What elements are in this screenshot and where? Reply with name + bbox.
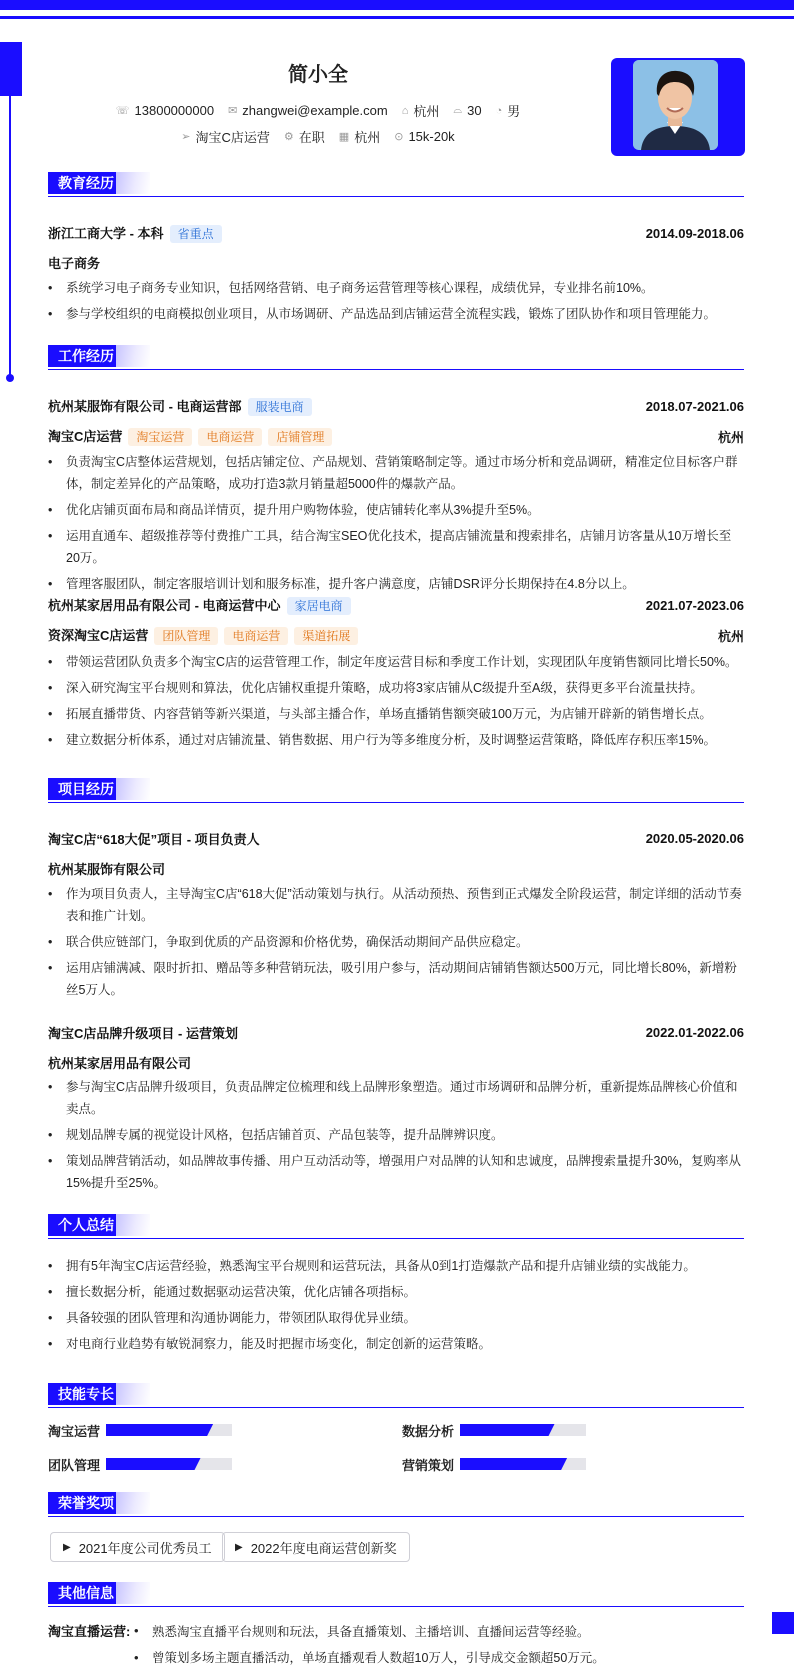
- skills-section-header: [48, 1383, 744, 1408]
- skill-bar-fill: [106, 1458, 201, 1470]
- top-accent-bar: [0, 0, 794, 10]
- list-item: • 具备较强的团队管理和沟通协调能力，带领团队取得优异业绩。: [48, 1307, 744, 1329]
- project-row: [48, 829, 744, 848]
- project-title: 淘宝C店“618大促”项目 - 项目负责人: [48, 832, 260, 847]
- project-title: 淘宝C店品牌升级项目 - 运营策划: [48, 1026, 238, 1041]
- role: 淘宝C店运营: [48, 429, 123, 444]
- list-item: • 运用直通车、超级推荐等付费推广工具，结合淘宝SEO优化技术，提高店铺流量和搜索排名，店铺月访客量从10万增长至20万。: [48, 525, 744, 569]
- skill-tag: 团队管理: [154, 627, 218, 645]
- contact-row: [0, 101, 636, 120]
- role: 资深淘宝C店运营: [48, 628, 149, 643]
- candidate-name: 简小全: [288, 64, 348, 86]
- other-item-row: • 曾策划多场主题直播活动，单场直播观看人数超10万人，引导成交金额超50万元。: [134, 1649, 605, 1665]
- work-period: 2021.07-2023.06: [645, 597, 744, 613]
- age: 30: [467, 103, 482, 118]
- project-period: 2022.01-2022.06: [645, 1025, 744, 1040]
- photo-frame: [611, 58, 745, 156]
- section-title: 工作经历: [48, 345, 124, 367]
- role-row: [48, 426, 744, 446]
- work-bullets: [48, 651, 744, 751]
- education-row: [48, 223, 744, 243]
- list-item: • 深入研究淘宝平台规则和算法，优化店铺权重提升策略，成功将3家店铺从C级提升至A级，获得更多平台流量扶持。: [48, 677, 744, 699]
- project-row: [48, 1023, 744, 1042]
- skill-bar: [460, 1458, 586, 1470]
- coin-icon: ⊙: [394, 131, 404, 143]
- list-item: • 运用店铺满减、限时折扣、赠品等多种营销玩法，吸引用户参与，活动期间店铺销售额达500万元，同比增长80%，新增粉丝5万人。: [48, 957, 744, 1001]
- work-section-header: [48, 345, 744, 370]
- section-title: 项目经历: [48, 778, 124, 800]
- other-section-header: [48, 1582, 744, 1607]
- mail-icon: ✉: [228, 105, 238, 117]
- salary: 15k-20k: [408, 129, 455, 144]
- cake-icon: ⌓: [453, 104, 463, 116]
- project-company-row: [48, 1053, 744, 1072]
- target-city: 杭州: [354, 130, 381, 145]
- list-item: • 参与淘宝C店品牌升级项目，负责品牌定位梳理和线上品牌形象塑造。通过市场调研和品牌分析，重新提炼品牌核心价值和卖点。: [48, 1076, 744, 1120]
- gender-icon: ◔: [495, 104, 503, 117]
- school-name: 浙江工商大学 - 本科: [48, 226, 164, 241]
- section-title-tail: [116, 345, 150, 367]
- phone: 13800000000: [134, 103, 215, 118]
- other-item-row: 淘宝直播运营: • 熟悉淘宝直播平台规则和玩法，具备直播策划、主播培训、直播间运营等经验。: [48, 1623, 590, 1639]
- section-title: 教育经历: [48, 172, 124, 194]
- section-title: 技能专长: [48, 1383, 124, 1405]
- list-item: • 拥有5年淘宝C店运营经验，熟悉淘宝平台规则和运营玩法，具备从0到1打造爆款产品和提升店铺业绩的实战能力。: [48, 1255, 744, 1277]
- project-bullets: [48, 883, 744, 1001]
- other-text: 熟悉淘宝直播平台规则和玩法，具备直播策划、主播培训、直播间运营等经验。: [152, 1624, 590, 1639]
- education-period: 2014.09-2018.06: [645, 225, 744, 241]
- list-item: • 对电商行业趋势有敏锐洞察力，能及时把握市场变化，制定创新的运营策略。: [48, 1333, 744, 1355]
- section-title-tail: [116, 1582, 150, 1604]
- section-title: 其他信息: [48, 1582, 124, 1604]
- skill-bar-fill: [460, 1458, 567, 1470]
- job-status: 在职: [298, 130, 325, 145]
- role-row: [48, 625, 744, 645]
- section-title-tail: [116, 1214, 150, 1236]
- skill-bar: [106, 1424, 232, 1436]
- job-intent-row: [0, 127, 636, 146]
- award-name: 2022年度电商运营创新奖: [250, 1540, 397, 1556]
- work-city: 杭州: [717, 628, 744, 644]
- list-item: • 参与学校组织的电商模拟创业项目，从市场调研、产品选品到店铺运营全流程实践，锻炼了团队协作和项目管理能力。: [48, 303, 744, 325]
- home-icon: ⌂: [401, 104, 409, 117]
- industry-tag: 服装电商: [248, 398, 312, 416]
- skill-item: [402, 1421, 454, 1440]
- skill-tag: 电商运营: [224, 627, 288, 645]
- list-item: • 管理客服团队，制定客服培训计划和服务标准，提升客户满意度，店铺DSR评分长期保持在4.8分以上。: [48, 573, 744, 595]
- section-title-tail: [116, 1492, 150, 1514]
- honors-section-header: [48, 1492, 744, 1517]
- triangle-right-icon: ▶: [63, 1541, 71, 1553]
- email: zhangwei@example.com: [242, 103, 388, 118]
- award-name: 2021年度公司优秀员工: [78, 1540, 212, 1556]
- project-company: 杭州某家居用品有限公司: [48, 1056, 192, 1071]
- projects-section-header: [48, 778, 744, 803]
- work-city: 杭州: [717, 429, 744, 445]
- work-row: [48, 396, 744, 416]
- school-tag: 省重点: [170, 225, 222, 243]
- list-item: • 策划品牌营销活动，如品牌故事传播、用户互动活动等，增强用户对品牌的认知和忠诚度，品牌搜索量提升30%，复购率从15%提升至25%。: [48, 1150, 744, 1194]
- top-accent-line: [0, 16, 794, 19]
- building-icon: ▦: [338, 131, 350, 143]
- skill-tag: 店铺管理: [268, 428, 332, 446]
- section-title-tail: [116, 172, 150, 194]
- summary-bullets: [48, 1255, 744, 1355]
- list-item: • 优化店铺页面布局和商品详情页，提升用户购物体验，使店铺转化率从3%提升至5%。: [48, 499, 744, 521]
- list-item: • 建立数据分析体系，通过对店铺流量、销售数据、用户行为等多维度分析，及时调整运营策略，降低库存积压率15%。: [48, 729, 744, 751]
- list-item: • 系统学习电子商务专业知识，包括网络营销、电子商务运营管理等核心课程，成绩优异，专业排名前10%。: [48, 277, 744, 299]
- gear-icon: ⚙: [283, 131, 294, 143]
- major: 电子商务: [48, 256, 101, 271]
- list-item: • 擅长数据分析，能通过数据驱动运营决策，优化店铺各项指标。: [48, 1281, 744, 1303]
- skill-name: 营销策划: [402, 1458, 455, 1473]
- list-item: • 带领运营团队负责多个淘宝C店的运营管理工作，制定年度运营目标和季度工作计划，实现团队年度销售额同比增长50%。: [48, 651, 744, 673]
- list-item: • 联合供应链部门，争取到优质的产品资源和价格优势，确保活动期间产品供应稳定。: [48, 931, 744, 953]
- skill-item: [48, 1421, 100, 1440]
- corner-accent-block: [772, 1612, 794, 1634]
- skill-item: [48, 1455, 100, 1474]
- other-text: 曾策划多场主题直播活动，单场直播观看人数超10万人，引导成交金额超50万元。: [152, 1651, 605, 1665]
- skill-tag: 淘宝运营: [128, 428, 192, 446]
- section-title: 个人总结: [48, 1214, 124, 1236]
- triangle-right-icon: ▶: [235, 1541, 243, 1553]
- work-row: [48, 595, 744, 615]
- award-item: [222, 1532, 410, 1562]
- skill-tag: 电商运营: [198, 428, 262, 446]
- work-period: 2018.07-2021.06: [645, 398, 744, 414]
- project-company-row: [48, 859, 744, 878]
- project-bullets: [48, 1076, 744, 1194]
- project-period: 2020.05-2020.06: [645, 831, 744, 846]
- location: 杭州: [413, 104, 440, 119]
- other-label: 淘宝直播运营:: [48, 1624, 131, 1639]
- section-title-tail: [116, 778, 150, 800]
- skill-bar-fill: [460, 1424, 555, 1436]
- industry-tag: 家居电商: [287, 597, 351, 615]
- send-icon: ➢: [181, 131, 191, 143]
- section-title-tail: [116, 1383, 150, 1405]
- work-bullets: [48, 451, 744, 595]
- skill-bar: [460, 1424, 586, 1436]
- education-bullets: [48, 277, 744, 325]
- skill-bar: [106, 1458, 232, 1470]
- skill-tag: 渠道拓展: [294, 627, 358, 645]
- skill-name: 淘宝运营: [48, 1424, 101, 1439]
- list-item: • 拓展直播带货、内容营销等新兴渠道，与头部主播合作，单场直播销售额突破100万元，为店铺开辟新的销售增长点。: [48, 703, 744, 725]
- list-item: • 负责淘宝C店整体运营规划，包括店铺定位、产品规划、营销策略制定等。通过市场分析和竞品调研，精准定位目标客户群体，制定差异化的产品策略，成功打造3款月销量超5000件的爆款产品。: [48, 451, 744, 495]
- major-row: [48, 253, 744, 272]
- skill-bar-fill: [106, 1424, 213, 1436]
- company-name: 杭州某服饰有限公司 - 电商运营部: [48, 399, 242, 414]
- avatar: [633, 60, 718, 150]
- skill-name: 数据分析: [402, 1424, 455, 1439]
- gender: 男: [507, 104, 521, 119]
- company-name: 杭州某家居用品有限公司 - 电商运营中心: [48, 598, 281, 613]
- skill-item: [402, 1455, 454, 1474]
- award-item: [50, 1532, 225, 1562]
- side-accent-dot: [6, 374, 14, 382]
- job-title: 淘宝C店运营: [195, 130, 270, 145]
- list-item: • 作为项目负责人，主导淘宝C店“618大促”活动策划与执行。从活动预热、预售到正式爆发全阶段运营，制定详细的活动节奏表和推广计划。: [48, 883, 744, 927]
- section-title: 荣誉奖项: [48, 1492, 124, 1514]
- education-section-header: [48, 172, 744, 197]
- phone-icon: ☏: [115, 105, 130, 117]
- list-item: • 规划品牌专属的视觉设计风格，包括店铺首页、产品包装等，提升品牌辨识度。: [48, 1124, 744, 1146]
- skill-name: 团队管理: [48, 1458, 101, 1473]
- project-company: 杭州某服饰有限公司: [48, 862, 166, 877]
- summary-section-header: [48, 1214, 744, 1239]
